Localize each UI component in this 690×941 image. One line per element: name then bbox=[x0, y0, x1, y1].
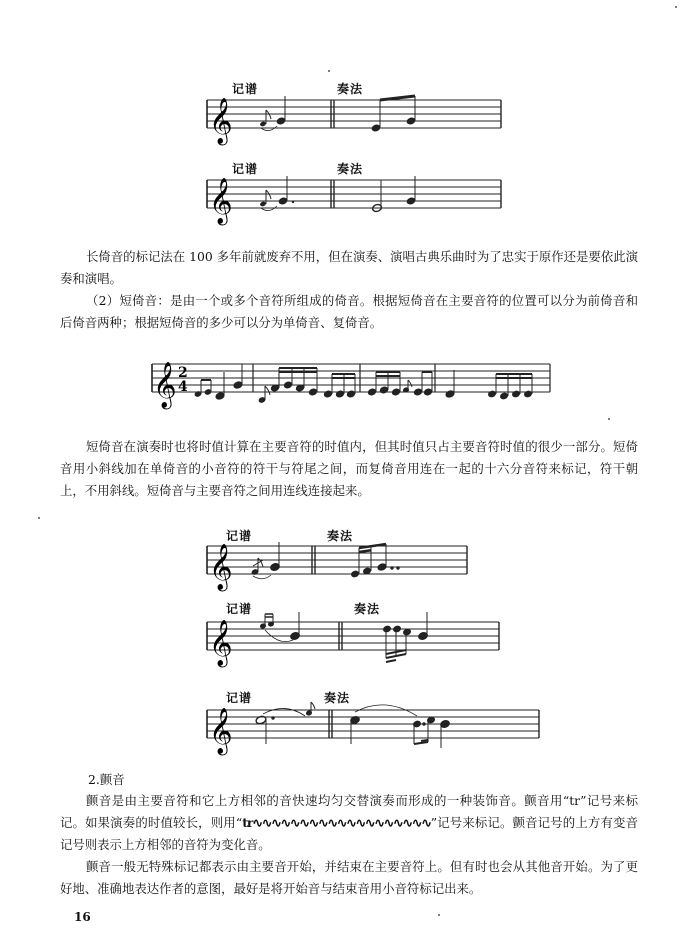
example2-performance-label: 奏法 bbox=[337, 162, 364, 176]
example5-staff bbox=[205, 612, 505, 668]
paragraph-trill-definition bbox=[60, 790, 638, 856]
example2-notation-label: 记谱 bbox=[232, 162, 259, 176]
example3-staff bbox=[150, 352, 560, 412]
scan-speck bbox=[608, 418, 610, 420]
treble-clef-icon: 𝄞 bbox=[209, 708, 233, 754]
example1-performance-label: 奏法 bbox=[337, 82, 364, 96]
example6-notation-label: 记谱 bbox=[226, 691, 253, 705]
example2-staff bbox=[205, 170, 505, 224]
scan-speck bbox=[38, 517, 40, 519]
trill-definition-part1: 颤音是由主要音符和它上方相邻的音快速均匀交替演奏而形成的一种装饰音。颤音用“tr”记号来标记。如果演奏的时值较长，则用“ bbox=[60, 793, 638, 830]
example6-performance-label: 奏法 bbox=[324, 691, 351, 705]
paragraph-long-appoggiatura: 长倚音的标记法在 100 多年前就废弃不用，但在演奏、演唱古典乐曲时为了忠实于原作还是要依此演奏和演唱。 bbox=[60, 249, 638, 286]
example4-notation-label: 记谱 bbox=[226, 529, 253, 543]
page-number: 16 bbox=[74, 910, 91, 924]
example5-notation-label: 记谱 bbox=[226, 602, 253, 616]
example4-performance-label: 奏法 bbox=[327, 529, 354, 543]
treble-clef-icon: 𝄞 bbox=[153, 362, 177, 408]
example4-staff bbox=[205, 538, 475, 590]
time-signature-bottom: 4 bbox=[178, 379, 188, 395]
scan-speck bbox=[328, 70, 330, 72]
trill-definition-part2: ”记号来标记。颤音记号的上方有变音记号则表示上方相邻的音符为变化音。 bbox=[60, 815, 638, 852]
time-signature-top: 2 bbox=[178, 365, 188, 381]
scan-speck bbox=[438, 914, 440, 916]
treble-clef-icon: 𝄞 bbox=[209, 544, 233, 590]
example5-performance-label: 奏法 bbox=[354, 602, 381, 616]
paragraph-short-appoggiatura-timing: 短倚音在演奏时也将时值计算在主要音符的时值内，但其时值只占主要音符时值的很少一部分。短倚音用小斜线加在单倚音的小音符的符干与符尾之间，而复倚音用连在一起的十六分音符来标记，符干朝上，不用斜线。短倚音与主要音符之间用连线连接起来。 bbox=[60, 439, 638, 498]
example6-staff bbox=[205, 700, 545, 752]
treble-clef-icon: 𝄞 bbox=[209, 98, 233, 144]
scan-speck bbox=[675, 6, 677, 8]
section-heading-trill: 2.颤音 bbox=[88, 772, 125, 787]
paragraph-trill-start: 颤音一般无特殊标记都表示由主要音开始，并结束在主要音符上。但有时也会从其他音开始。为了更好地、准确地表达作者的意图，最好是将开始音与结束音用小音符标记出来。 bbox=[60, 859, 638, 896]
treble-clef-icon: 𝄞 bbox=[209, 178, 233, 224]
paragraph-short-appoggiatura-definition: （2）短倚音：是由一个或多个音符所组成的倚音。根据短倚音在主要音符的位置可以分为前倚音和后倚音两种；根据短倚音的多少可以分为单倚音、复倚音。 bbox=[60, 293, 638, 330]
example1-staff bbox=[205, 90, 505, 144]
trill-sign-icon: tr∿∿∿∿∿∿∿∿∿∿∿∿∿∿∿∿∿∿∿ bbox=[242, 815, 431, 830]
treble-clef-icon: 𝄞 bbox=[209, 620, 233, 666]
example1-notation-label: 记谱 bbox=[232, 82, 259, 96]
